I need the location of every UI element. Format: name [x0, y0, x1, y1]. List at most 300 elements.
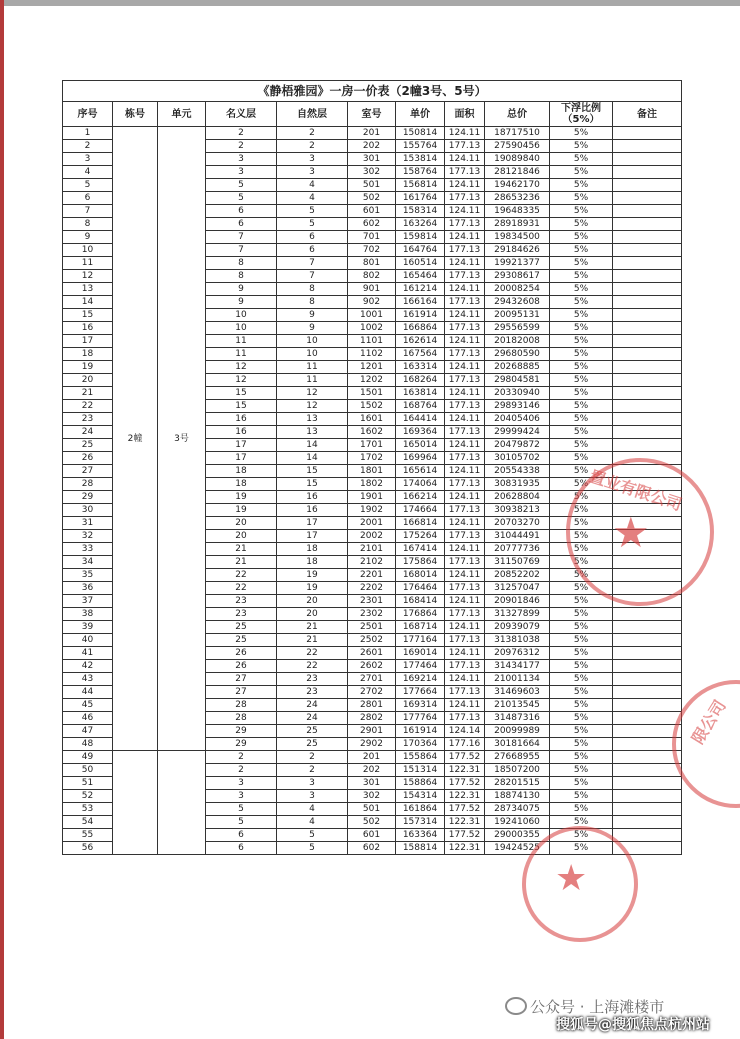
- cell-remark: [613, 127, 682, 140]
- cell-area: 124.11: [445, 231, 485, 244]
- cell-room: 202: [348, 764, 396, 777]
- cell-natural-floor: 16: [277, 504, 348, 517]
- cell-index: 13: [63, 283, 113, 296]
- cell-index: 7: [63, 205, 113, 218]
- cell-discount: 5%: [550, 140, 613, 153]
- cell-remark: [613, 231, 682, 244]
- cell-total-price: 18507200: [485, 764, 550, 777]
- cell-natural-floor: 5: [277, 842, 348, 855]
- cell-discount: 5%: [550, 348, 613, 361]
- cell-total-price: 29680590: [485, 348, 550, 361]
- cell-remark: [613, 361, 682, 374]
- cell-total-price: 20008254: [485, 283, 550, 296]
- cell-nominal-floor: 21: [206, 556, 277, 569]
- cell-room: 1102: [348, 348, 396, 361]
- cell-nominal-floor: 18: [206, 478, 277, 491]
- cell-unit-price: 169314: [396, 699, 445, 712]
- cell-unit-price: 168264: [396, 374, 445, 387]
- cell-nominal-floor: 9: [206, 283, 277, 296]
- cell-nominal-floor: 15: [206, 400, 277, 413]
- cell-area: 177.13: [445, 426, 485, 439]
- cell-index: 36: [63, 582, 113, 595]
- cell-nominal-floor: 10: [206, 309, 277, 322]
- cell-area: 177.13: [445, 374, 485, 387]
- cell-total-price: 19424525: [485, 842, 550, 855]
- cell-nominal-floor: 6: [206, 205, 277, 218]
- cell-room: 902: [348, 296, 396, 309]
- header-building: 栋号: [113, 102, 158, 127]
- header-nominal-floor: 名义层: [206, 102, 277, 127]
- cell-room: 901: [348, 283, 396, 296]
- seal-star-icon: ★: [612, 508, 650, 557]
- cell-unit-price: 162614: [396, 335, 445, 348]
- cell-nominal-floor: 27: [206, 673, 277, 686]
- cell-room: 2101: [348, 543, 396, 556]
- cell-total-price: 21013545: [485, 699, 550, 712]
- cell-remark: [613, 790, 682, 803]
- cell-index: 28: [63, 478, 113, 491]
- cell-index: 2: [63, 140, 113, 153]
- cell-nominal-floor: 12: [206, 374, 277, 387]
- cell-total-price: 31327899: [485, 608, 550, 621]
- cell-total-price: 30181664: [485, 738, 550, 751]
- cell-index: 17: [63, 335, 113, 348]
- cell-nominal-floor: 5: [206, 179, 277, 192]
- cell-room: 1101: [348, 335, 396, 348]
- cell-room: 1801: [348, 465, 396, 478]
- cell-index: 25: [63, 439, 113, 452]
- cell-area: 177.52: [445, 777, 485, 790]
- cell-nominal-floor: 28: [206, 712, 277, 725]
- cell-room: 2002: [348, 530, 396, 543]
- table-row: [63, 751, 682, 764]
- cell-index: 5: [63, 179, 113, 192]
- cell-area: 124.11: [445, 699, 485, 712]
- cell-nominal-floor: 6: [206, 829, 277, 842]
- cell-room: 2302: [348, 608, 396, 621]
- cell-area: 177.13: [445, 166, 485, 179]
- cell-discount: 5%: [550, 205, 613, 218]
- cell-remark: [613, 335, 682, 348]
- cell-index: 45: [63, 699, 113, 712]
- cell-room: 602: [348, 842, 396, 855]
- cell-room: 201: [348, 751, 396, 764]
- cell-room: 1701: [348, 439, 396, 452]
- cell-unit-price: 167564: [396, 348, 445, 361]
- cell-index: 9: [63, 231, 113, 244]
- cell-natural-floor: 24: [277, 699, 348, 712]
- cell-natural-floor: 20: [277, 608, 348, 621]
- cell-index: 49: [63, 751, 113, 764]
- cell-discount: 5%: [550, 556, 613, 569]
- cell-area: 177.13: [445, 192, 485, 205]
- cell-room: 302: [348, 166, 396, 179]
- cell-nominal-floor: 5: [206, 803, 277, 816]
- cell-unit-price: 158864: [396, 777, 445, 790]
- cell-natural-floor: 9: [277, 322, 348, 335]
- cell-index: 24: [63, 426, 113, 439]
- cell-room: 2802: [348, 712, 396, 725]
- cell-total-price: 20099989: [485, 725, 550, 738]
- cell-natural-floor: 2: [277, 127, 348, 140]
- cell-room: 1902: [348, 504, 396, 517]
- cell-area: 177.13: [445, 322, 485, 335]
- cell-unit-empty: [158, 751, 206, 855]
- cell-natural-floor: 15: [277, 465, 348, 478]
- cell-natural-floor: 7: [277, 270, 348, 283]
- cell-natural-floor: 13: [277, 413, 348, 426]
- cell-total-price: 31434177: [485, 660, 550, 673]
- cell-unit-price: 163364: [396, 829, 445, 842]
- cell-total-price: 20852202: [485, 569, 550, 582]
- left-frame-edge: [0, 0, 4, 1039]
- cell-nominal-floor: 20: [206, 517, 277, 530]
- cell-nominal-floor: 5: [206, 192, 277, 205]
- cell-discount: 5%: [550, 764, 613, 777]
- cell-area: 177.13: [445, 504, 485, 517]
- cell-unit-price: 170364: [396, 738, 445, 751]
- cell-index: 12: [63, 270, 113, 283]
- cell-discount: 5%: [550, 777, 613, 790]
- cell-building: 2幢: [113, 127, 158, 751]
- cell-index: 37: [63, 595, 113, 608]
- cell-nominal-floor: 28: [206, 699, 277, 712]
- cell-discount: 5%: [550, 400, 613, 413]
- cell-nominal-floor: 12: [206, 361, 277, 374]
- cell-discount: 5%: [550, 452, 613, 465]
- cell-natural-floor: 21: [277, 634, 348, 647]
- cell-total-price: 20479872: [485, 439, 550, 452]
- cell-unit-price: 159814: [396, 231, 445, 244]
- cell-natural-floor: 14: [277, 439, 348, 452]
- cell-index: 10: [63, 244, 113, 257]
- cell-unit-price: 153814: [396, 153, 445, 166]
- cell-remark: [613, 426, 682, 439]
- cell-natural-floor: 11: [277, 361, 348, 374]
- cell-discount: 5%: [550, 725, 613, 738]
- cell-nominal-floor: 8: [206, 257, 277, 270]
- cell-nominal-floor: 29: [206, 725, 277, 738]
- cell-nominal-floor: 3: [206, 790, 277, 803]
- cell-area: 124.14: [445, 725, 485, 738]
- cell-nominal-floor: 3: [206, 166, 277, 179]
- cell-remark: [613, 374, 682, 387]
- cell-discount: 5%: [550, 426, 613, 439]
- cell-nominal-floor: 16: [206, 426, 277, 439]
- cell-nominal-floor: 19: [206, 504, 277, 517]
- cell-nominal-floor: 9: [206, 296, 277, 309]
- cell-area: 124.11: [445, 179, 485, 192]
- cell-discount: 5%: [550, 842, 613, 855]
- cell-remark: [613, 244, 682, 257]
- cell-natural-floor: 25: [277, 725, 348, 738]
- cell-total-price: 20901846: [485, 595, 550, 608]
- cell-discount: 5%: [550, 738, 613, 751]
- cell-discount: 5%: [550, 504, 613, 517]
- cell-discount: 5%: [550, 439, 613, 452]
- cell-discount: 5%: [550, 634, 613, 647]
- header-unit: 单元: [158, 102, 206, 127]
- cell-index: 27: [63, 465, 113, 478]
- cell-natural-floor: 4: [277, 803, 348, 816]
- cell-area: 124.11: [445, 387, 485, 400]
- cell-natural-floor: 15: [277, 478, 348, 491]
- cell-unit-price: 161764: [396, 192, 445, 205]
- cell-index: 18: [63, 348, 113, 361]
- cell-total-price: 21001134: [485, 673, 550, 686]
- cell-nominal-floor: 6: [206, 842, 277, 855]
- cell-room: 2502: [348, 634, 396, 647]
- cell-room: 502: [348, 192, 396, 205]
- cell-natural-floor: 3: [277, 153, 348, 166]
- cell-unit-price: 169364: [396, 426, 445, 439]
- cell-building-empty: [113, 751, 158, 855]
- cell-unit-price: 168414: [396, 595, 445, 608]
- cell-area: 177.16: [445, 738, 485, 751]
- cell-unit-price: 175264: [396, 530, 445, 543]
- cell-index: 43: [63, 673, 113, 686]
- cell-unit-price: 150814: [396, 127, 445, 140]
- cell-room: 2701: [348, 673, 396, 686]
- cell-nominal-floor: 21: [206, 543, 277, 556]
- header-discount: 下浮比例（5%）: [550, 102, 613, 127]
- cell-remark: [613, 348, 682, 361]
- cell-total-price: 20976312: [485, 647, 550, 660]
- cell-discount: 5%: [550, 361, 613, 374]
- cell-total-price: 20405406: [485, 413, 550, 426]
- cell-discount: 5%: [550, 309, 613, 322]
- cell-room: 2902: [348, 738, 396, 751]
- cell-total-price: 20939079: [485, 621, 550, 634]
- cell-remark: [613, 218, 682, 231]
- cell-room: 601: [348, 205, 396, 218]
- cell-remark: [613, 270, 682, 283]
- cell-total-price: 27590456: [485, 140, 550, 153]
- cell-room: 2102: [348, 556, 396, 569]
- cell-total-price: 19921377: [485, 257, 550, 270]
- cell-area: 124.11: [445, 335, 485, 348]
- cell-natural-floor: 3: [277, 166, 348, 179]
- cell-remark: [613, 205, 682, 218]
- cell-natural-floor: 2: [277, 140, 348, 153]
- cell-natural-floor: 4: [277, 179, 348, 192]
- cell-room: 301: [348, 777, 396, 790]
- cell-area: 177.13: [445, 634, 485, 647]
- top-frame-edge: [0, 0, 740, 6]
- cell-discount: 5%: [550, 530, 613, 543]
- cell-nominal-floor: 6: [206, 218, 277, 231]
- cell-natural-floor: 10: [277, 348, 348, 361]
- cell-natural-floor: 17: [277, 530, 348, 543]
- cell-discount: 5%: [550, 387, 613, 400]
- cell-area: 177.13: [445, 608, 485, 621]
- cell-natural-floor: 8: [277, 283, 348, 296]
- table-row: [63, 127, 682, 140]
- cell-unit-price: 161914: [396, 309, 445, 322]
- cell-index: 4: [63, 166, 113, 179]
- cell-remark: [613, 153, 682, 166]
- cell-total-price: 20628804: [485, 491, 550, 504]
- cell-total-price: 20095131: [485, 309, 550, 322]
- table-header-row: [63, 102, 682, 127]
- cell-discount: 5%: [550, 699, 613, 712]
- cell-area: 124.11: [445, 309, 485, 322]
- cell-unit-price: 169014: [396, 647, 445, 660]
- cell-area: 124.11: [445, 647, 485, 660]
- cell-natural-floor: 10: [277, 335, 348, 348]
- cell-total-price: 18717510: [485, 127, 550, 140]
- cell-natural-floor: 16: [277, 491, 348, 504]
- cell-discount: 5%: [550, 270, 613, 283]
- cell-nominal-floor: 16: [206, 413, 277, 426]
- cell-remark: [613, 673, 682, 686]
- cell-total-price: 29432608: [485, 296, 550, 309]
- cell-area: 124.11: [445, 673, 485, 686]
- header-remark: 备注: [613, 102, 682, 127]
- cell-area: 177.13: [445, 348, 485, 361]
- header-total-price: 总价: [485, 102, 550, 127]
- cell-discount: 5%: [550, 673, 613, 686]
- cell-total-price: 20330940: [485, 387, 550, 400]
- header-area: 面积: [445, 102, 485, 127]
- cell-room: 501: [348, 179, 396, 192]
- header-unit-price: 单价: [396, 102, 445, 127]
- cell-total-price: 20777736: [485, 543, 550, 556]
- cell-area: 177.52: [445, 803, 485, 816]
- cell-remark: [613, 777, 682, 790]
- cell-room: 2602: [348, 660, 396, 673]
- cell-total-price: 18874130: [485, 790, 550, 803]
- cell-discount: 5%: [550, 283, 613, 296]
- watermark-wechat: 公众号 · 上海滩楼市: [530, 998, 665, 1016]
- cell-remark: [613, 829, 682, 842]
- cell-room: 1602: [348, 426, 396, 439]
- cell-index: 22: [63, 400, 113, 413]
- cell-total-price: 31150769: [485, 556, 550, 569]
- cell-natural-floor: 23: [277, 673, 348, 686]
- cell-unit-price: 166214: [396, 491, 445, 504]
- cell-natural-floor: 3: [277, 777, 348, 790]
- header-index: 序号: [63, 102, 113, 127]
- cell-area: 122.31: [445, 842, 485, 855]
- cell-natural-floor: 4: [277, 816, 348, 829]
- cell-index: 44: [63, 686, 113, 699]
- cell-index: 21: [63, 387, 113, 400]
- cell-unit-price: 168714: [396, 621, 445, 634]
- cell-room: 1202: [348, 374, 396, 387]
- cell-nominal-floor: 26: [206, 660, 277, 673]
- cell-discount: 5%: [550, 244, 613, 257]
- cell-nominal-floor: 25: [206, 634, 277, 647]
- cell-room: 1502: [348, 400, 396, 413]
- table-title: 《静梧雅园》一房一价表（2幢3号、5号）: [63, 81, 682, 102]
- watermark-sohu: 搜狐号@搜狐焦点杭州站: [556, 1017, 710, 1033]
- cell-remark: [613, 309, 682, 322]
- cell-discount: 5%: [550, 465, 613, 478]
- cell-total-price: 30831935: [485, 478, 550, 491]
- cell-discount: 5%: [550, 231, 613, 244]
- cell-area: 177.52: [445, 829, 485, 842]
- cell-natural-floor: 5: [277, 205, 348, 218]
- cell-discount: 5%: [550, 491, 613, 504]
- cell-nominal-floor: 29: [206, 738, 277, 751]
- header-natural-floor: 自然层: [277, 102, 348, 127]
- cell-discount: 5%: [550, 374, 613, 387]
- cell-room: 1901: [348, 491, 396, 504]
- cell-natural-floor: 6: [277, 244, 348, 257]
- cell-discount: 5%: [550, 517, 613, 530]
- cell-index: 42: [63, 660, 113, 673]
- cell-unit-price: 155764: [396, 140, 445, 153]
- cell-discount: 5%: [550, 608, 613, 621]
- cell-discount: 5%: [550, 127, 613, 140]
- cell-natural-floor: 9: [277, 309, 348, 322]
- cell-unit-price: 177464: [396, 660, 445, 673]
- cell-unit-price: 163814: [396, 387, 445, 400]
- cell-unit-price: 151314: [396, 764, 445, 777]
- cell-discount: 5%: [550, 413, 613, 426]
- cell-discount: 5%: [550, 829, 613, 842]
- cell-remark: [613, 179, 682, 192]
- cell-remark: [613, 647, 682, 660]
- cell-total-price: 29804581: [485, 374, 550, 387]
- company-seal-2-text: 限公司: [688, 696, 730, 748]
- cell-natural-floor: 5: [277, 829, 348, 842]
- cell-index: 52: [63, 790, 113, 803]
- cell-total-price: 20703270: [485, 517, 550, 530]
- price-table: [62, 80, 682, 855]
- cell-unit-price: 161214: [396, 283, 445, 296]
- cell-index: 33: [63, 543, 113, 556]
- cell-index: 6: [63, 192, 113, 205]
- cell-total-price: 19648335: [485, 205, 550, 218]
- cell-room: 2301: [348, 595, 396, 608]
- cell-room: 1501: [348, 387, 396, 400]
- cell-room: 501: [348, 803, 396, 816]
- cell-area: 124.11: [445, 465, 485, 478]
- cell-room: 2001: [348, 517, 396, 530]
- cell-total-price: 29556599: [485, 322, 550, 335]
- cell-area: 177.13: [445, 244, 485, 257]
- cell-index: 48: [63, 738, 113, 751]
- cell-unit-price: 176464: [396, 582, 445, 595]
- cell-unit-price: 168764: [396, 400, 445, 413]
- cell-nominal-floor: 5: [206, 816, 277, 829]
- cell-natural-floor: 17: [277, 517, 348, 530]
- seal-star-icon-2: ★: [555, 858, 588, 899]
- cell-index: 23: [63, 413, 113, 426]
- cell-discount: 5%: [550, 296, 613, 309]
- cell-natural-floor: 24: [277, 712, 348, 725]
- cell-remark: [613, 140, 682, 153]
- cell-unit: 3号: [158, 127, 206, 751]
- cell-nominal-floor: 22: [206, 569, 277, 582]
- cell-total-price: 27668955: [485, 751, 550, 764]
- cell-room: 1201: [348, 361, 396, 374]
- cell-remark: [613, 634, 682, 647]
- cell-remark: [613, 608, 682, 621]
- cell-room: 1001: [348, 309, 396, 322]
- cell-unit-price: 177664: [396, 686, 445, 699]
- cell-discount: 5%: [550, 179, 613, 192]
- cell-nominal-floor: 2: [206, 140, 277, 153]
- cell-room: 1702: [348, 452, 396, 465]
- cell-discount: 5%: [550, 478, 613, 491]
- cell-discount: 5%: [550, 166, 613, 179]
- cell-area: 177.13: [445, 556, 485, 569]
- cell-room: 302: [348, 790, 396, 803]
- cell-total-price: 29999424: [485, 426, 550, 439]
